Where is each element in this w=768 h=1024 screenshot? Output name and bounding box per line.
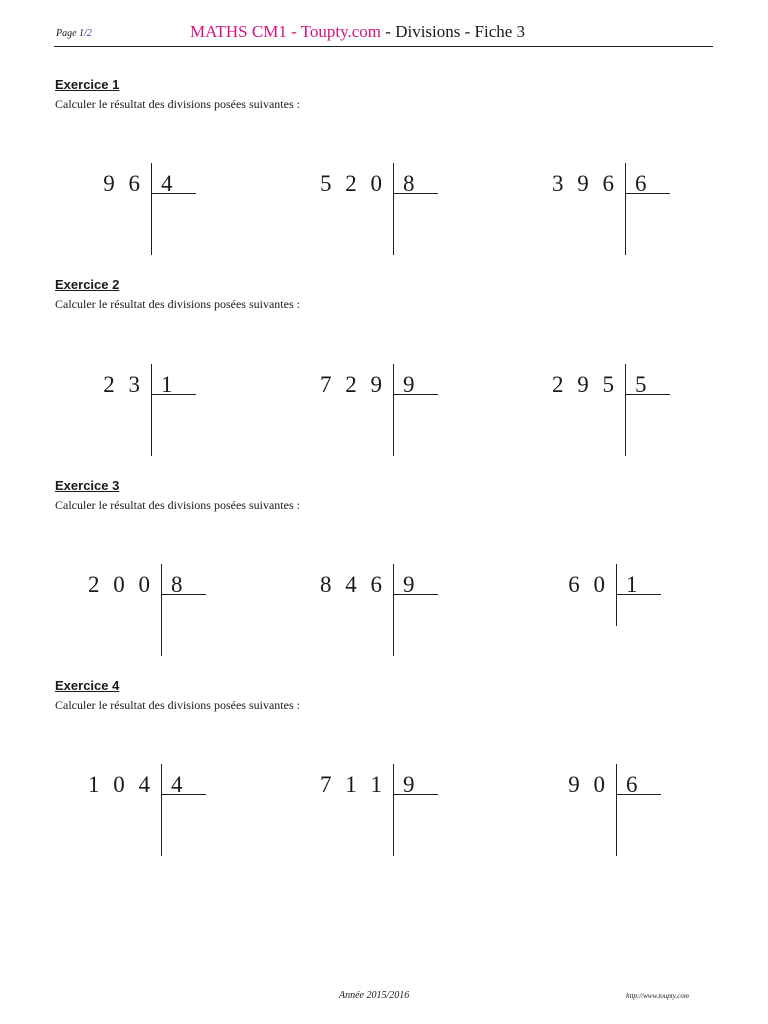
division-horizontal-line [616,794,661,795]
dividend: 2 9 5 [552,372,618,397]
divisor: 1 [161,372,173,397]
dividend: 9 6 [103,171,144,196]
exercise-title: Exercice 3 [55,478,120,493]
divisor: 8 [171,572,183,597]
divisor: 1 [626,572,638,597]
divisor: 9 [403,572,415,597]
division-vertical-line [616,764,617,856]
title-suffix: - Divisions - Fiche 3 [381,22,526,41]
dividend: 7 1 1 [320,772,386,797]
page-number [56,28,92,39]
dividend: 3 9 6 [552,171,618,196]
page-label: Page 1/ [56,28,87,39]
divisor: 8 [403,171,415,196]
division-3-3 [0,564,670,684]
dividend: 1 0 4 [88,772,154,797]
exercise-title: Exercice 1 [55,77,120,92]
footer-year: Année 2015/2016 [339,990,410,1001]
divisor: 9 [403,772,415,797]
title-site-link[interactable]: MATHS CM1 - Toupty.com [190,22,382,41]
footer-url-link[interactable]: http://www.toupty.com [626,992,689,1000]
divisor: 6 [635,171,647,196]
division-vertical-line [625,364,626,456]
division-vertical-line [616,564,617,626]
dividend: 6 0 [568,572,609,597]
divisor: 4 [161,171,173,196]
dividend: 2 0 0 [88,572,154,597]
exercise-instruction: Calculer le résultat des divisions posées suivantes : [55,297,300,311]
exercise-2 [0,277,768,477]
page-header [54,22,713,47]
division-2-3 [0,364,680,484]
exercise-instruction: Calculer le résultat des divisions posées suivantes : [55,498,300,512]
divisor: 5 [635,372,647,397]
dividend: 7 2 9 [320,372,386,397]
exercise-instruction: Calculer le résultat des divisions posées suivantes : [55,97,300,111]
dividend: 2 3 [103,372,144,397]
divisor: 9 [403,372,415,397]
dividend: 8 4 6 [320,572,386,597]
exercise-3 [0,478,768,678]
division-horizontal-line [616,594,661,595]
page-title [190,22,525,42]
exercise-instruction: Calculer le résultat des divisions posées suivantes : [55,698,300,712]
division-1-3 [0,163,680,283]
exercise-title: Exercice 4 [55,678,120,693]
divisor: 4 [171,772,183,797]
exercise-1 [0,77,768,277]
exercise-4 [0,678,768,878]
division-horizontal-line [625,394,670,395]
division-4-3 [0,764,670,884]
exercise-title: Exercice 2 [55,277,120,292]
page-total-link[interactable]: 2 [86,28,92,39]
dividend: 9 0 [568,772,609,797]
divisor: 6 [626,772,638,797]
division-horizontal-line [625,193,670,194]
division-vertical-line [625,163,626,255]
dividend: 5 2 0 [320,171,386,196]
